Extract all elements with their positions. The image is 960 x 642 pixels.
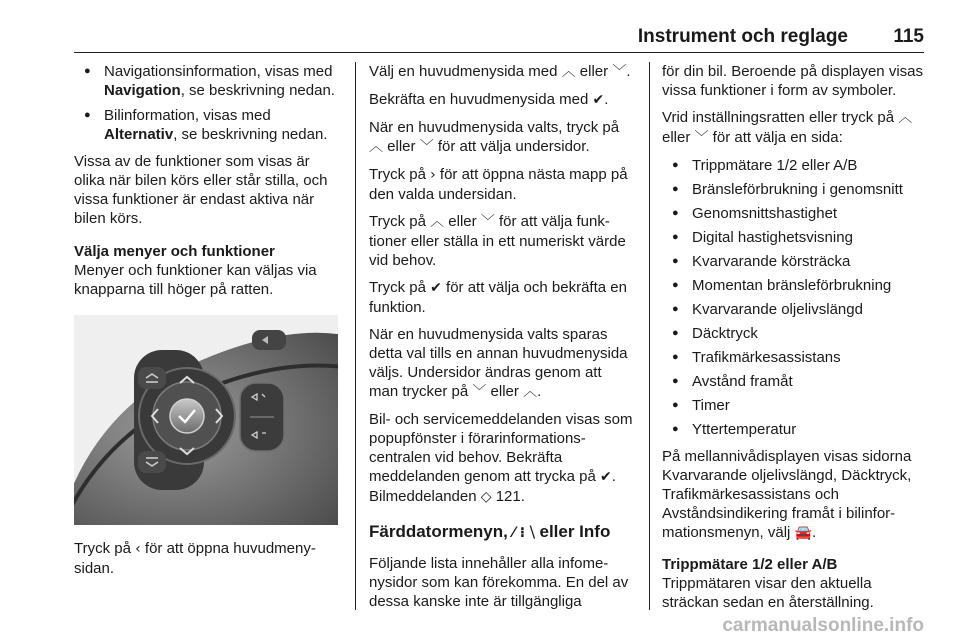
list-item: ● Bilinformation, visas med Alternativ, se beskrivning nedan. [74, 106, 342, 144]
checkmark-icon: ✔ [430, 280, 442, 296]
paragraph: Bekräfta en huvudmenysida med ✔. [369, 91, 609, 108]
paragraph: Tryck på ︿ eller ﹀ för att välja funktioner eller ställa in ett numeriskt värde vid behov. [369, 213, 626, 269]
list-item: ● Kvarvarande körsträcka [662, 252, 926, 271]
list-item: ● Navigationsinformation, visas med Navigation, se beskrivning nedan. [74, 62, 342, 100]
chevron-up-icon: ︿ [523, 384, 538, 400]
paragraph: Följande lista innehåller alla infomenysidor som kan förekomma. En del av dessa kanske inte är tillgängliga [369, 555, 629, 610]
list-item: ● Genomsnittshastighet [662, 204, 926, 223]
chevron-down-icon: ﹀ [472, 384, 487, 400]
chevron-up-icon: ︿ [369, 139, 383, 155]
column-divider-1 [355, 62, 356, 610]
page-title: Instrument och reglage [637, 26, 848, 47]
info-page-list [662, 156, 926, 439]
image-caption: Tryck på ‹ för att öppna huvudmenysidan. [74, 540, 316, 577]
paragraph: Vissa av de funktioner som visas är olika när bilen körs eller står stilla, och vissa funktioner är endast aktiva när bilen körs. [74, 153, 328, 227]
list-item: ● Trafikmärkesassistans [662, 348, 926, 367]
steering-wheel-controls-image [74, 315, 338, 525]
steering-wheel-illustration [74, 315, 338, 525]
chevron-right-icon: › [430, 167, 436, 183]
paragraph: Trippmätaren visar den aktuella sträckan sedan en återställning. [662, 575, 874, 611]
list-item: ● Bränsleförbrukning i genomsnitt [662, 180, 926, 199]
alternativ-label: Alternativ [104, 126, 174, 143]
paragraph: Vrid inställningsratten eller tryck på ︿ eller ﹀ för att välja en sida: [662, 109, 913, 146]
page-reference-icon: ◇ [480, 489, 492, 505]
chevron-down-icon: ﹀ [480, 214, 495, 230]
column-1 [74, 62, 342, 586]
list-item: ● Däcktryck [662, 324, 926, 343]
list-item: ● Yttertemperatur [662, 420, 926, 439]
car-icon: 🚘 [794, 525, 812, 541]
subheading: Välja menyer och funktioner [74, 243, 275, 260]
paragraph: På mellannivådisplayen visas sidorna Kvarvarande oljelivslängd, Däcktryck, Trafikmärkesassistans och Avståndsindikering framåt i bilinformationsmenyn, välj 🚘. [662, 448, 912, 541]
column-3 [662, 62, 926, 620]
paragraph: för din bil. Beroende på displayen visas vissa funktioner i form av symboler. [662, 63, 923, 99]
column-2 [369, 62, 633, 619]
page-number: 115 [893, 26, 924, 47]
chevron-down-icon: ﹀ [419, 139, 434, 155]
paragraph: Menyer och funktioner kan väljas via knapparna till höger på ratten. [74, 262, 317, 298]
display-mode-list [74, 62, 342, 144]
page-reference-link[interactable]: 121. [491, 488, 525, 505]
section-heading: Färddatormenyn, ⁄ ⁝ ⧹ eller Info [369, 522, 611, 541]
paragraph: När en huvudmenysida valts, tryck på ︿ eller ﹀ för att välja undersidor. [369, 119, 620, 155]
header-divider [74, 52, 924, 53]
paragraph: Bil- och servicemeddelanden visas som popupfönster i förarinformationscentralen vid behov. Bekräfta meddelanden genom att trycka på ✔. Bilmeddelanden ◇ 121. [369, 411, 633, 505]
chevron-up-icon: ︿ [898, 110, 913, 126]
paragraph: När en huvudmenysida valts sparas detta val tills en annan huvudmenysida väljs. Undersidor ändras genom att man trycker på ﹀ eller ︿. [369, 326, 628, 400]
subheading: Trippmätare 1/2 eller A/B [662, 556, 838, 573]
page-header [0, 0, 960, 58]
paragraph: Tryck på ✔ för att välja och bekräfta en funktion. [369, 279, 627, 316]
list-item: ● Kvarvarande oljelivslängd [662, 300, 926, 319]
chevron-down-icon: ﹀ [694, 130, 709, 146]
list-item: ● Digital hastighetsvisning [662, 228, 926, 247]
paragraph: Tryck på › för att öppna nästa mapp på den valda undersidan. [369, 166, 628, 203]
chevron-left-icon: ‹ [135, 541, 141, 557]
chevron-up-icon: ︿ [430, 214, 445, 230]
checkmark-icon: ✔ [599, 469, 612, 485]
list-item: ● Avstånd framåt [662, 372, 926, 391]
column-divider-2 [649, 62, 650, 610]
watermark: carmanualsonline.info [722, 615, 924, 636]
trip-computer-icon: ⁄ ⁝ ⧹ [512, 525, 535, 541]
chevron-up-icon: ︿ [561, 64, 576, 80]
checkmark-icon: ✔ [592, 92, 605, 108]
list-item: ● Timer [662, 396, 926, 415]
list-item: ● Trippmätare 1/2 eller A/B [662, 156, 926, 175]
navigation-label: Navigation [104, 82, 181, 99]
chevron-down-icon: ﹀ [612, 64, 627, 80]
list-item: ● Momentan bränsleförbrukning [662, 276, 926, 295]
paragraph: Välj en huvudmenysida med ︿ eller ﹀. [369, 63, 631, 80]
